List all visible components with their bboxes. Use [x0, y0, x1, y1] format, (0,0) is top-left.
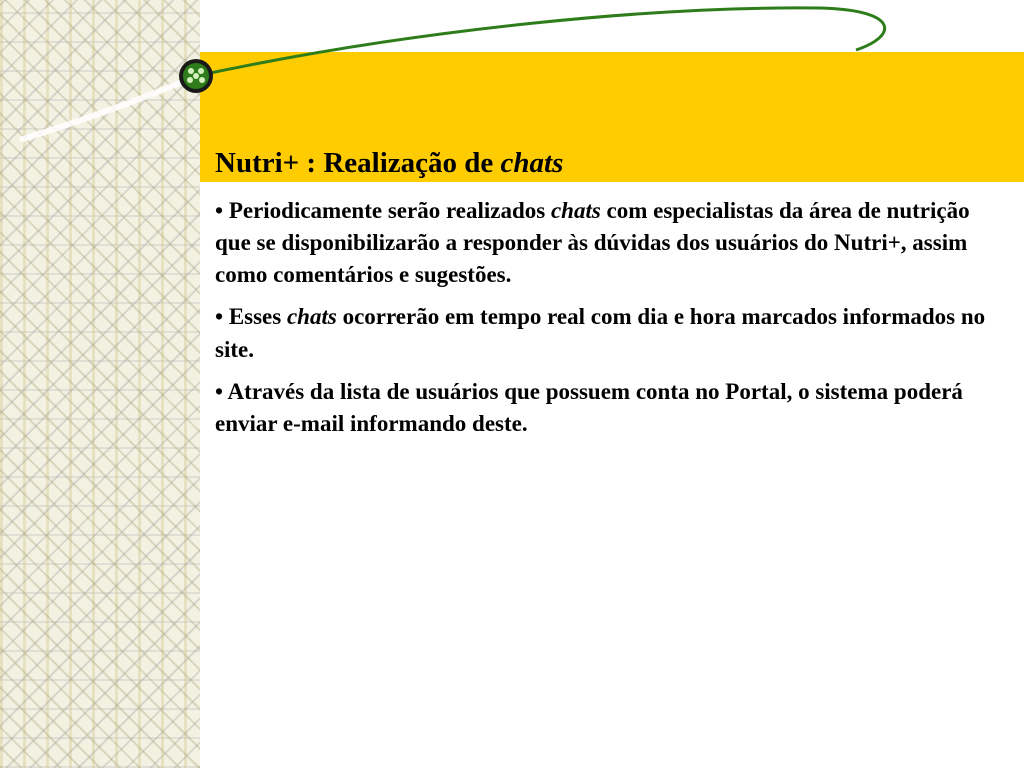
title-italic: chats: [500, 147, 564, 179]
bullet-text: Através da lista de usuários que possuem conta no Portal, o sistema poderá enviar e-mail informando deste.: [215, 378, 963, 436]
bullet-text-after: com especialistas da área de nutrição que se disponibilizarão a responder às dúvidas dos usuários do Nutri+, assim como comentários e sugestões.: [215, 197, 970, 288]
bullet-item: [215, 376, 995, 440]
decorative-pattern-strip: [0, 0, 200, 768]
slide-content: [215, 146, 995, 450]
bullet-text: Periodicamente serão realizados: [223, 197, 551, 223]
bullet-item: [215, 195, 995, 292]
title-text: Nutri+ : Realização de: [215, 147, 501, 179]
bullet-marker: •: [215, 378, 224, 404]
bullet-item: [215, 301, 995, 365]
bullet-marker: •: [215, 197, 224, 223]
bullet-italic: chats: [550, 197, 601, 223]
bullet-text: Esses: [223, 304, 287, 330]
bullet-italic: chats: [286, 304, 337, 330]
slide-title: [215, 146, 995, 181]
bullet-text-after: ocorrerão em tempo real com dia e hora marcados informados no site.: [215, 304, 986, 362]
bullet-marker: •: [215, 304, 224, 330]
